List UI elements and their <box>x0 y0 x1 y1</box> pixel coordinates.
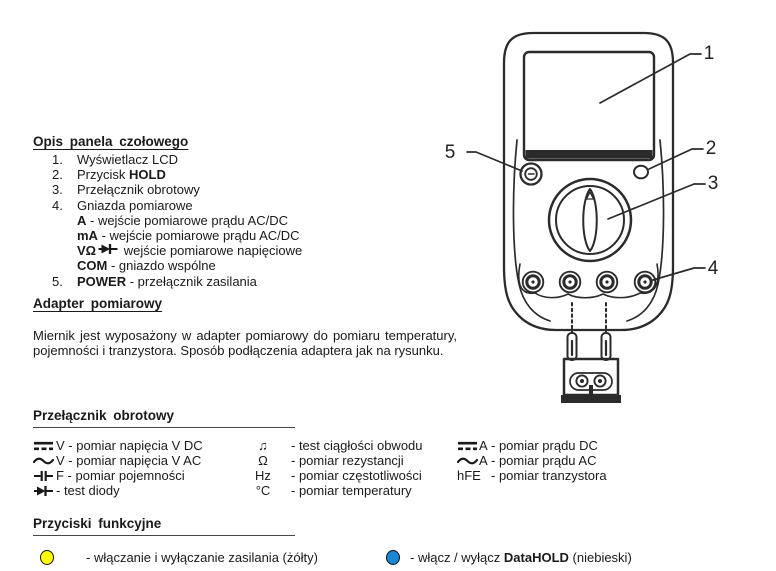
callout-line-3 <box>608 184 705 219</box>
legend-row: °C - pomiar temperatury <box>248 483 423 498</box>
jack-3 <box>597 272 618 293</box>
hold-button <box>634 166 648 179</box>
legend-col-3 <box>457 438 607 483</box>
dc-icon <box>457 440 478 452</box>
callout-label-5: 5 <box>444 142 456 163</box>
legend-row: F - pomiar pojemności <box>33 468 203 483</box>
legend-row: V - pomiar napięcia V DC <box>33 438 203 453</box>
front-panel-list <box>33 152 302 289</box>
legend-row: ♫ - test ciągłości obwodu <box>248 438 423 453</box>
callout-label-4: 4 <box>707 258 719 279</box>
jack-item: VΩ wejście pomiarowe napięciowe <box>77 243 303 259</box>
celsius-symbol: °C <box>255 483 271 499</box>
callout-label-1: 1 <box>703 43 715 64</box>
legend-row: Ω - pomiar rezystancji <box>248 453 423 468</box>
yellow-power-button-icon <box>40 550 54 565</box>
callout-label-2: 2 <box>705 138 717 159</box>
jack-1 <box>523 272 544 293</box>
buttons-title-rule <box>33 535 295 536</box>
legend-row: V - pomiar napięcia V AC <box>33 453 203 468</box>
list-item: 2. Przycisk HOLD <box>52 167 166 183</box>
ac-icon <box>33 455 56 467</box>
callout-line-2 <box>649 149 703 169</box>
power-button <box>521 164 542 185</box>
capacitor-icon <box>33 470 56 482</box>
lcd-display <box>524 52 654 160</box>
ohm-icon: Ω <box>258 453 268 469</box>
legend-row: hFE - pomiar tranzystora <box>457 468 607 484</box>
jack-item: COM - gniazdo wspólne <box>77 258 216 274</box>
ac-icon <box>457 455 478 467</box>
datahold-button-legend: - włącz / wyłącz DataHOLD (niebieski) <box>386 550 632 565</box>
diode-icon <box>33 485 56 497</box>
legend-col-1 <box>33 438 203 498</box>
list-item: 5. POWER - przełącznik zasilania <box>52 273 257 289</box>
legend-row: Hz - pomiar częstotliwości <box>248 468 423 483</box>
blue-datahold-button-icon <box>386 550 400 565</box>
callout-label-3: 3 <box>707 173 719 194</box>
buttons-section <box>33 516 295 536</box>
jack-item: mA - wejście pomiarowe prądu AC/DC <box>77 228 300 244</box>
callout-line-1 <box>600 54 701 103</box>
rotary-dial <box>549 179 631 261</box>
rotary-section <box>33 408 773 500</box>
diode-icon <box>97 243 119 255</box>
list-item: 4. Gniazda pomiarowe <box>52 197 193 213</box>
legend-row: - test diody <box>33 483 203 498</box>
callout-line-5 <box>467 152 522 171</box>
dc-icon <box>33 440 56 452</box>
lcd-display-bottom-bar <box>526 150 653 159</box>
buttons-title: Przyciski funkcyjne <box>33 516 162 531</box>
adapter-section <box>33 296 457 359</box>
jack-item: A - wejście pomiarowe prądu AC/DC <box>77 212 288 228</box>
legend-row: A - pomiar prądu DC <box>457 438 607 453</box>
multimeter-diagram <box>428 20 738 420</box>
adapter-title: Adapter pomiarowy <box>33 296 163 311</box>
adapter-paragraph: Miernik jest wyposażony w adapter pomiarowy do pomiaru temperatury, pojemności i tranzystora. Sposób podłączenia adaptera jak na rysunku. <box>33 328 457 359</box>
legend-col-2 <box>248 438 423 498</box>
hfe-symbol: hFE <box>457 468 481 484</box>
continuity-icon: ♫ <box>258 438 268 454</box>
legend-row: A - pomiar prądu AC <box>457 453 607 468</box>
rotary-title-rule <box>33 427 295 428</box>
hz-symbol: Hz <box>255 468 271 484</box>
front-panel-section <box>33 134 302 289</box>
list-item: 1. Wyświetlacz LCD <box>52 152 179 167</box>
input-jacks <box>523 272 656 293</box>
adapter-plug <box>561 303 621 403</box>
jack-2 <box>560 272 581 293</box>
power-button-legend: - włączanie i wyłączanie zasilania (żółty) <box>40 550 318 565</box>
rotary-title: Przełącznik obrotowy <box>33 408 175 423</box>
front-panel-title: Opis panela czołowego <box>33 134 189 149</box>
jack-4 <box>635 272 656 293</box>
list-item: 3. Przełącznik obrotowy <box>52 182 200 198</box>
